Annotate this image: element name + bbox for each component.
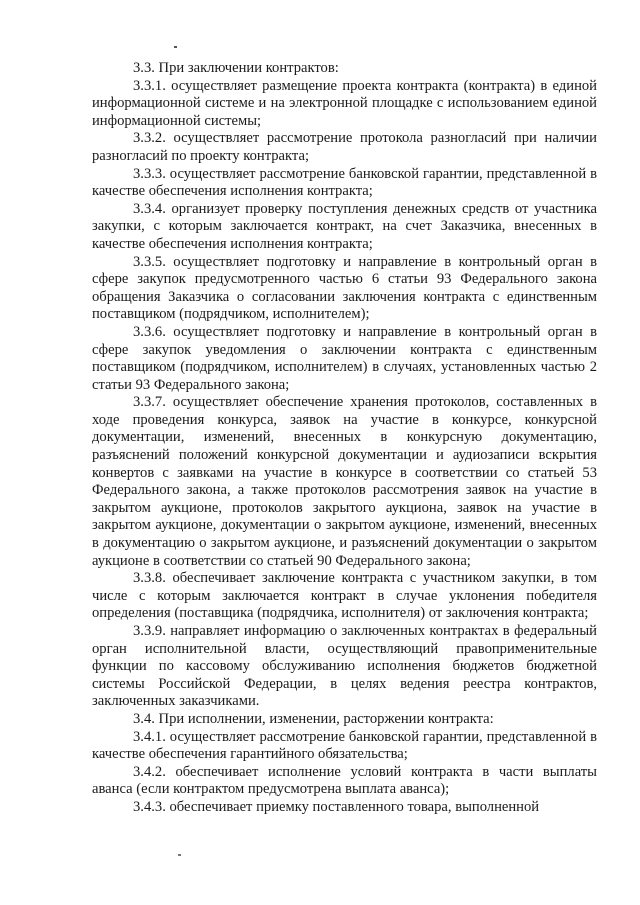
clause-3-3-6: 3.3.6. осуществляет подготовку и направление в контрольный орган в сфере закупок уведомления о заключении контракта с единственным поставщиком (подрядчиком, исполнителем) в случаях, установленных частью 2 статьи 93 Федерального закона; xyxy=(92,323,597,393)
clause-3-3-3: 3.3.3. осуществляет рассмотрение банковской гарантии, представленной в качестве обеспечения исполнения контракта; xyxy=(92,165,597,200)
clause-3-3-4: 3.3.4. организует проверку поступления денежных средств от участника закупки, с которым заключается контракт, на счет Заказчика, внесенных в качестве обеспечения исполнения контракта; xyxy=(92,200,597,252)
scan-mark-top xyxy=(174,46,177,48)
section-3-4-heading: 3.4. При исполнении, изменении, расторжении контракта: xyxy=(133,710,494,727)
scan-mark-bottom xyxy=(178,854,181,856)
clause-3-3-8: 3.3.8. обеспечивает заключение контракта с участником закупки, в том числе с которым заключается контракт в случае уклонения победителя определения (поставщика (подрядчика, исполнителя) от заключения контракта; xyxy=(92,570,597,622)
section-3-3-heading: 3.3. При заключении контрактов: xyxy=(133,60,339,76)
clause-3-4-1: 3.4.1. осуществляет рассмотрение банковской гарантии, представленной в качестве обеспечения гарантийного обязательства; xyxy=(92,728,597,763)
clause-3-3-7: 3.3.7. осуществляет обеспечение хранения протоколов, составленных в ходе проведения конкурса, заявок на участие в конкурсе, конкурсной документации, изменений, внесенных в конкурсную документацию, разъяснений положений конкурсной документации и аудиозаписи вскрытия конвертов с заявками на участие в конкурсе в соответствии со статьей 53 Федерального закона, а также протоколов рассмотрения заявок на участие в закрытом аукционе, протоколов закрытого аукциона, заявок на участие в закрытом аукционе, документации о закрытом аукционе, изменений, внесенных в документацию о закрытом аукционе, и разъяснений документации о закрытом аукционе в соответствии со статьей 90 Федерального закона; xyxy=(92,394,597,569)
clause-3-3-5: 3.3.5. осуществляет подготовку и направление в контрольный орган в сфере закупок предусмотренного частью 6 статьи 93 Федерального закона обращения Заказчика о согласовании заключения контракта с единственным поставщиком (подрядчиком, исполнителем); xyxy=(92,253,597,323)
clause-3-3-1: 3.3.1. осуществляет размещение проекта контракта (контракта) в единой информационной системе и на электронной площадке с использованием единой информационной системы; xyxy=(92,77,597,129)
clause-3-4-2: 3.4.2. обеспечивает исполнение условий контракта в части выплаты аванса (если контрактом предусмотрена выплата аванса); xyxy=(92,763,597,798)
document-page xyxy=(92,60,597,817)
clause-3-3-2: 3.3.2. осуществляет рассмотрение протокола разногласий при наличии разногласий по проекту контракта; xyxy=(92,130,597,164)
clause-3-4-3: 3.4.3. обеспечивает приемку поставленного товара, выполненной xyxy=(133,798,540,815)
clause-3-3-9: 3.3.9. направляет информацию о заключенных контрактах в федеральный орган исполнительной власти, осуществляющий правоприменительные функции по кассовому обслуживанию исполнения бюджетов бюджетной системы Российской Федерации, в целях ведения реестра контрактов, заключенных заказчиками. xyxy=(92,623,597,710)
